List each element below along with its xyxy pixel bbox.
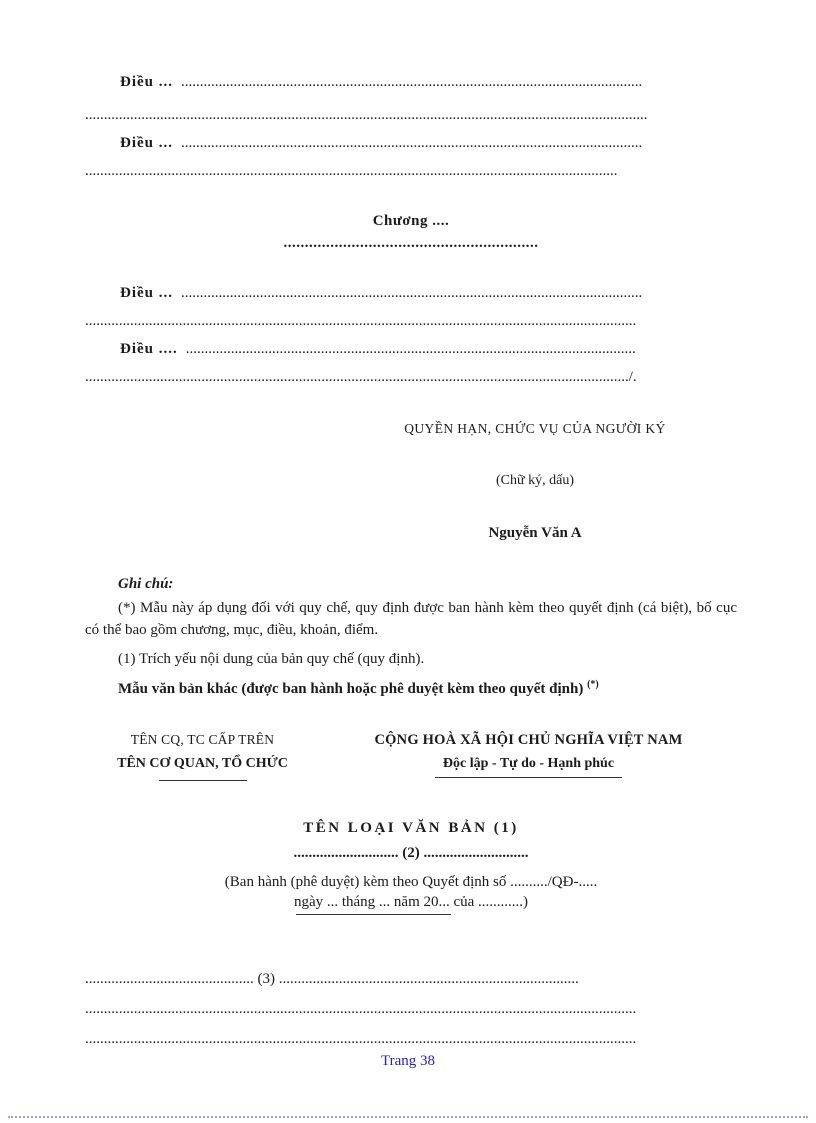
national-motto: Độc lập - Tự do - Hạnh phúc xyxy=(435,752,622,778)
page-number-footer: Trang 38 xyxy=(380,1053,436,1069)
body-post-dots: ................................................................................ xyxy=(278,971,579,987)
issuing-org-column xyxy=(85,728,320,781)
chapter-heading xyxy=(85,209,737,253)
subject-right-dots: ............................ xyxy=(423,845,529,861)
article-3-label: Điều ... xyxy=(120,285,173,301)
signer-name: Nguyễn Văn A xyxy=(488,525,582,541)
signature-stamp-note: (Chữ ký, dấu) xyxy=(496,473,574,488)
attachment-clause-line2: ngày ... tháng ... năm 20... của ............) xyxy=(293,894,529,910)
article-2-dots: ........................................................................................................................... xyxy=(181,135,643,151)
form-body-line-2: ................................................................................................................................................... xyxy=(85,1001,637,1017)
form-body-line-3: ................................................................................................................................................... xyxy=(85,1031,637,1047)
article-line-2 xyxy=(85,131,737,155)
form-doc-type-title: TÊN LOẠI VĂN BẢN (1) xyxy=(303,820,519,836)
other-form-title-footnote-mark: (*) xyxy=(587,679,599,690)
article-4-label: Điều .... xyxy=(120,341,178,357)
form-body-line-1 xyxy=(85,967,737,991)
article-4-continuation: ................................................................................................................................................./. xyxy=(85,369,637,385)
attachment-clause-line1: (Ban hành (phê duyệt) kèm theo Quyết định số ........../QĐ-..... xyxy=(224,874,598,890)
article-1-dots: ........................................................................................................................... xyxy=(181,74,643,90)
article-line-1 xyxy=(85,70,737,94)
signer-authority-title: QUYỀN HẠN, CHỨC VỤ CỦA NGƯỜI KÝ xyxy=(404,421,666,436)
form-doc-subject-line xyxy=(85,842,737,864)
signature-block xyxy=(380,417,690,545)
attachment-clause-underline xyxy=(296,914,451,915)
national-title: CỘNG HOÀ XÃ HỘI CHỦ NGHĨA VIỆT NAM xyxy=(374,732,683,748)
chapter-title: Chương .... xyxy=(372,213,450,229)
note-1: (1) Trích yếu nội dung của bản quy chế (quy định). xyxy=(118,651,425,667)
article-3-dots: ........................................................................................................................... xyxy=(181,285,643,301)
org-name: TÊN CƠ QUAN, TỔ CHỨC xyxy=(117,756,288,771)
article-line-4 xyxy=(85,337,737,361)
body-pre-dots: ............................................. xyxy=(85,971,254,987)
article-1-continuation: ...................................................................................................................................................... xyxy=(85,107,648,123)
body-label-3: (3) xyxy=(253,971,279,987)
org-underline xyxy=(159,780,247,781)
article-2-label: Điều ... xyxy=(120,135,173,151)
article-1-label: Điều ... xyxy=(120,74,173,90)
article-line-3 xyxy=(85,281,737,305)
note-star: (*) Mẫu này áp dụng đối với quy chế, quy định được ban hành kèm theo quyết định (cá biệt), bố cục có thể bao gồm chương, mục, điều, khoản, điểm. xyxy=(85,600,737,638)
subject-label: (2) xyxy=(398,845,424,861)
national-motto-column xyxy=(320,728,737,781)
notes-heading: Ghi chú: xyxy=(118,576,174,592)
article-2-continuation: .............................................................................................................................................. xyxy=(85,163,618,179)
other-form-title xyxy=(85,674,737,700)
parent-org-name: TÊN CQ, TC CẤP TRÊN xyxy=(130,732,275,747)
page-bottom-divider xyxy=(8,1116,808,1118)
subject-left-dots: ............................ xyxy=(293,845,399,861)
form-header xyxy=(85,728,737,781)
article-4-dots: ........................................................................................................................ xyxy=(185,341,636,357)
article-3-continuation: ................................................................................................................................................... xyxy=(85,313,637,329)
chapter-dots: ............................................................ xyxy=(283,235,539,251)
other-form-title-text: Mẫu văn bản khác (được ban hành hoặc phê duyệt kèm theo quyết định) xyxy=(118,681,588,697)
